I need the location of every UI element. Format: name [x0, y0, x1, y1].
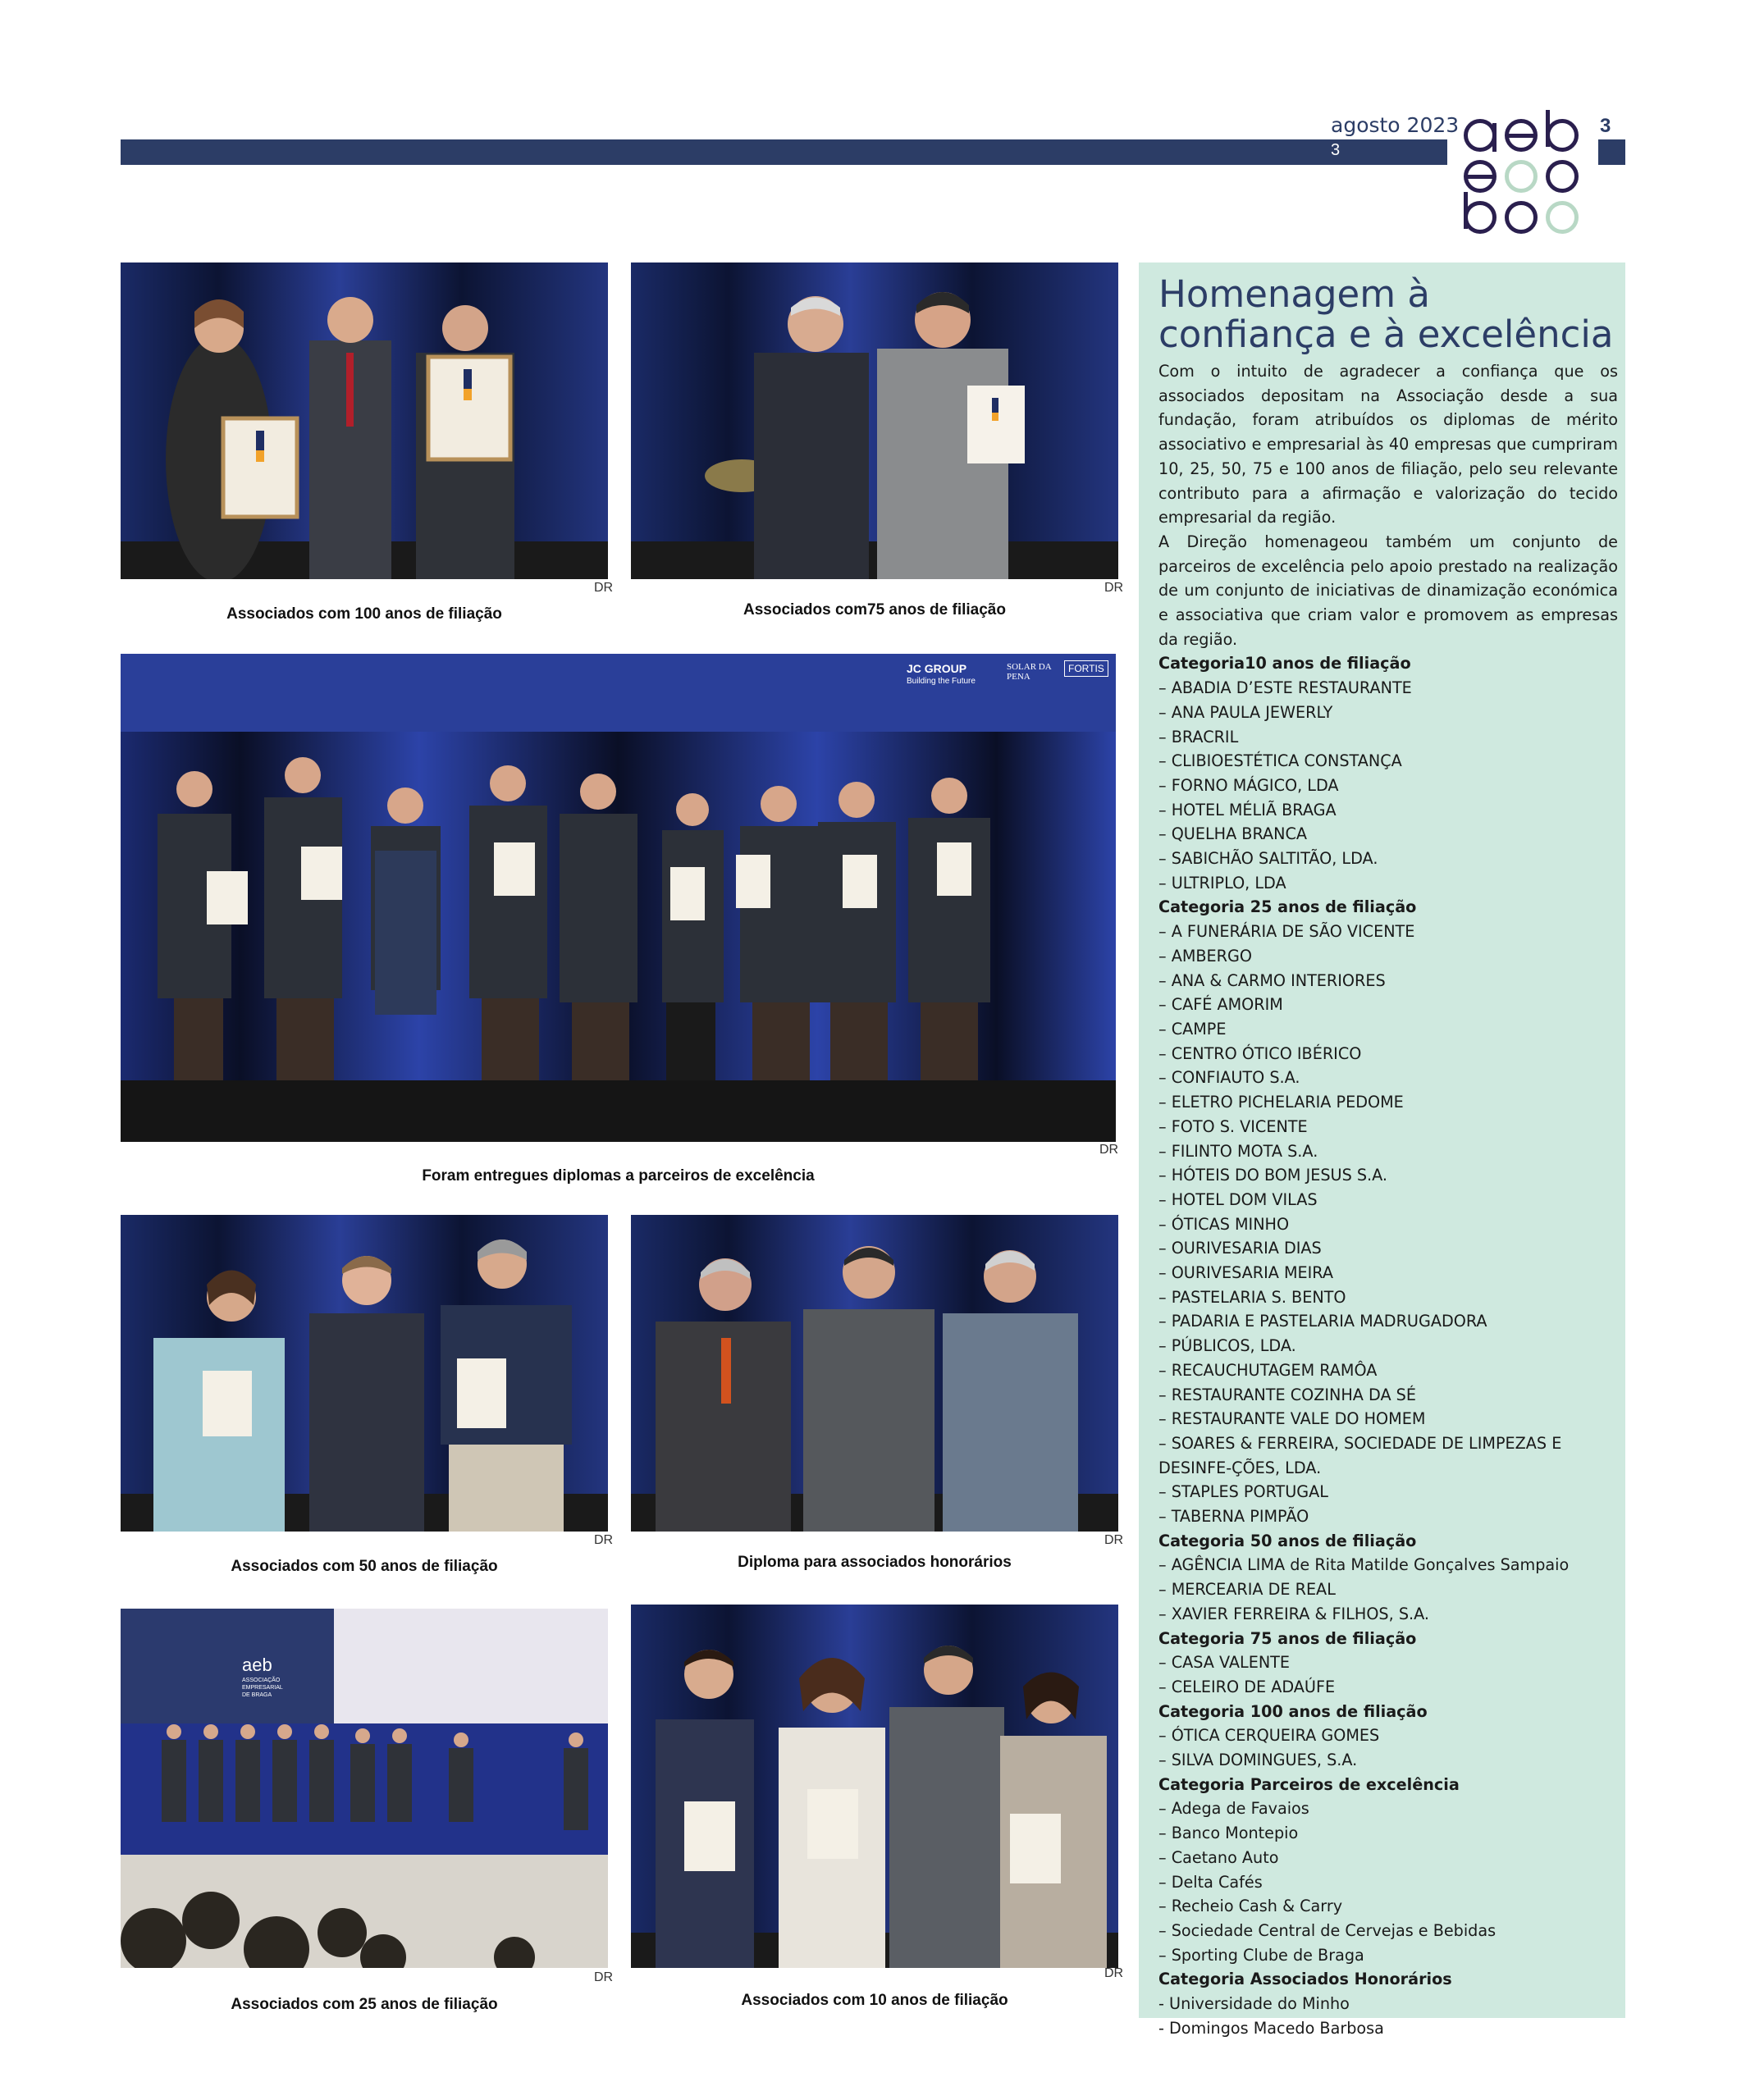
list-item: – CLIBIOESTÉTICA CONSTANÇA [1158, 751, 1402, 771]
list-item: – SOARES & FERREIRA, SOCIEDADE DE LIMPEZAS E DESINFE-ÇÕES, LDA. [1158, 1433, 1562, 1477]
list-item: – Delta Cafés [1158, 1872, 1263, 1892]
list-item: – RECAUCHUTAGEM RAMÔA [1158, 1360, 1378, 1380]
caption-75-anos: Associados com75 anos de filiação [743, 601, 1006, 619]
category-25-anos-title: Categoria 25 anos de filiação [1158, 897, 1417, 917]
screen-text-line1: ASSOCIAÇÃO [242, 1678, 281, 1683]
list-item: – TABERNA PIMPÃO [1158, 1507, 1309, 1527]
list-item: – FORNO MÁGICO, LDA [1158, 775, 1339, 795]
list-item: – XAVIER FERREIRA & FILHOS, S.A. [1158, 1604, 1429, 1623]
category-50-anos-title: Categoria 50 anos de filiação [1158, 1531, 1417, 1550]
list-item: – ÓTICAS MINHO [1158, 1214, 1290, 1234]
list-item: – CASA VALENTE [1158, 1653, 1291, 1673]
sponsor-logo-solar-da-pena: SOLAR DA PENA [1007, 662, 1052, 682]
list-item: – ABADIA D’ESTE RESTAURANTE [1158, 678, 1412, 698]
list-item: – HÓTEIS DO BOM JESUS S.A. [1158, 1166, 1388, 1185]
photo-credit: DR [1099, 1143, 1119, 1157]
caption-parceiros-excelencia: Foram entregues diplomas a parceiros de excelência [422, 1167, 815, 1185]
screen-logo: aeb [242, 1655, 272, 1675]
category-75-anos-title: Categoria 75 anos de filiação [1158, 1628, 1417, 1648]
list-item: – ELETRO PICHELARIA PEDOME [1158, 1093, 1404, 1112]
caption-100-anos: Associados com 100 anos de filiação [226, 605, 502, 623]
photo-credit: DR [1104, 1966, 1124, 1980]
category-10-anos-title: Categoria10 anos de filiação [1158, 654, 1411, 673]
list-item: – ÓTICA CERQUEIRA GOMES [1158, 1726, 1380, 1746]
list-item: – CONFIAUTO S.A. [1158, 1068, 1300, 1088]
list-item: – OURIVESARIA MEIRA [1158, 1263, 1333, 1283]
page-number: 3 [1600, 115, 1611, 137]
list-item: – FOTO S. VICENTE [1158, 1116, 1308, 1136]
photo-50-anos [121, 1215, 608, 1532]
photo-credit: DR [1104, 581, 1124, 595]
list-item: – ULTRIPLO, LDA [1158, 873, 1286, 892]
list-item: - Universidade do Minho [1158, 1994, 1350, 2014]
list-item: – HOTEL MÉLIÃ BRAGA [1158, 800, 1337, 819]
article-body [1158, 359, 1618, 2041]
photo-credit: DR [594, 1970, 614, 1984]
issue-subnumber: 3 [1331, 141, 1341, 159]
list-item: – Banco Montepio [1158, 1824, 1299, 1843]
list-item: - Domingos Macedo Barbosa [1158, 2018, 1384, 2038]
list-item: – PADARIA E PASTELARIA MADRUGADORA [1158, 1312, 1487, 1331]
aeb-logo [1462, 116, 1583, 238]
photo-25-anos [121, 1609, 608, 1968]
list-item: – CELEIRO DE ADAÚFE [1158, 1677, 1336, 1696]
list-item: – A FUNERÁRIA DE SÃO VICENTE [1158, 922, 1415, 942]
article-title: Homenagem à confiança e à excelência [1158, 272, 1614, 356]
photo-100-anos [121, 262, 608, 579]
photo-75-anos [631, 262, 1118, 579]
caption-50-anos: Associados com 50 anos de filiação [231, 1558, 498, 1575]
list-item: – Recheio Cash & Carry [1158, 1897, 1343, 1916]
header-bar [121, 139, 1447, 165]
list-item: – FILINTO MOTA S.A. [1158, 1141, 1318, 1161]
photo-credit: DR [1104, 1533, 1124, 1547]
list-item: – CENTRO ÓTICO IBÉRICO [1158, 1043, 1362, 1063]
caption-25-anos: Associados com 25 anos de filiação [231, 1996, 498, 2013]
photo-honorarios [631, 1215, 1118, 1532]
article-paragraph: A Direção homenageou também um conjunto de parceiros de excelência pelo apoio prestado na realização de um conjunto de iniciativas de dinamização económica e associativa que criam valor e promovem as empresas da região. [1158, 532, 1618, 649]
article-paragraph: Com o intuito de agradecer a confiança que os associados depositam na Associação desde a sua fundação, foram atribuídos os diplomas de mérito associativo e empresarial às 40 empresas que cumpriram 10, 25, 50, 75 e 100 anos de filiação, pelo seu relevante contributo para a afirmação e valorização do tecido empresarial da região. [1158, 362, 1618, 527]
list-item: – STAPLES PORTUGAL [1158, 1482, 1328, 1502]
list-item: – Adega de Favaios [1158, 1799, 1309, 1819]
list-item: – AMBERGO [1158, 946, 1252, 966]
list-item: – QUELHA BRANCA [1158, 824, 1308, 844]
screen-text-line2: EMPRESARIAL [242, 1685, 283, 1691]
caption-honorarios: Diploma para associados honorários [738, 1554, 1012, 1571]
photo-credit: DR [594, 1533, 614, 1547]
list-item: – Sociedade Central de Cervejas e Bebidas [1158, 1921, 1497, 1940]
list-item: – CAMPE [1158, 1019, 1227, 1039]
list-item: – OURIVESARIA DIAS [1158, 1239, 1322, 1258]
list-item: – HOTEL DOM VILAS [1158, 1189, 1318, 1209]
list-item: – ANA PAULA JEWERLY [1158, 702, 1333, 722]
caption-10-anos: Associados com 10 anos de filiação [741, 1992, 1008, 2009]
list-item: – AGÊNCIA LIMA de Rita Matilde Gonçalves Sampaio [1158, 1555, 1570, 1575]
sponsor-logo-jc-tagline: Building the Future [907, 677, 976, 686]
list-item: – PÚBLICOS, LDA. [1158, 1336, 1296, 1356]
list-item: – PASTELARIA S. BENTO [1158, 1287, 1346, 1307]
list-item: – CAFÉ AMORIM [1158, 995, 1283, 1015]
issue-date: agosto 2023 [1331, 113, 1460, 137]
photo-credit: DR [594, 581, 614, 595]
list-item: – MERCEARIA DE REAL [1158, 1580, 1336, 1600]
sponsor-logo-fortis: FORTIS [1064, 660, 1108, 677]
photo-parceiros-excelencia [121, 654, 1116, 1142]
screen-text-line3: DE BRAGA [242, 1692, 272, 1698]
list-item: – SILVA DOMINGUES, S.A. [1158, 1751, 1358, 1770]
category-100-anos-title: Categoria 100 anos de filiação [1158, 1701, 1428, 1721]
list-item: – ANA & CARMO INTERIORES [1158, 970, 1386, 990]
header-bar-end [1598, 139, 1625, 165]
list-item: – BRACRIL [1158, 727, 1239, 746]
list-item: – SABICHÃO SALTITÃO, LDA. [1158, 849, 1378, 869]
category-parceiros-title: Categoria Parceiros de excelência [1158, 1774, 1460, 1794]
category-honorarios-title: Categoria Associados Honorários [1158, 1970, 1452, 1989]
list-item: – Caetano Auto [1158, 1847, 1279, 1867]
list-item: – RESTAURANTE COZINHA DA SÉ [1158, 1385, 1416, 1404]
sponsor-logo-jc-group: JC GROUP [907, 662, 967, 675]
list-item: – RESTAURANTE VALE DO HOMEM [1158, 1409, 1426, 1429]
photo-10-anos [631, 1605, 1118, 1968]
list-item: – Sporting Clube de Braga [1158, 1945, 1364, 1965]
